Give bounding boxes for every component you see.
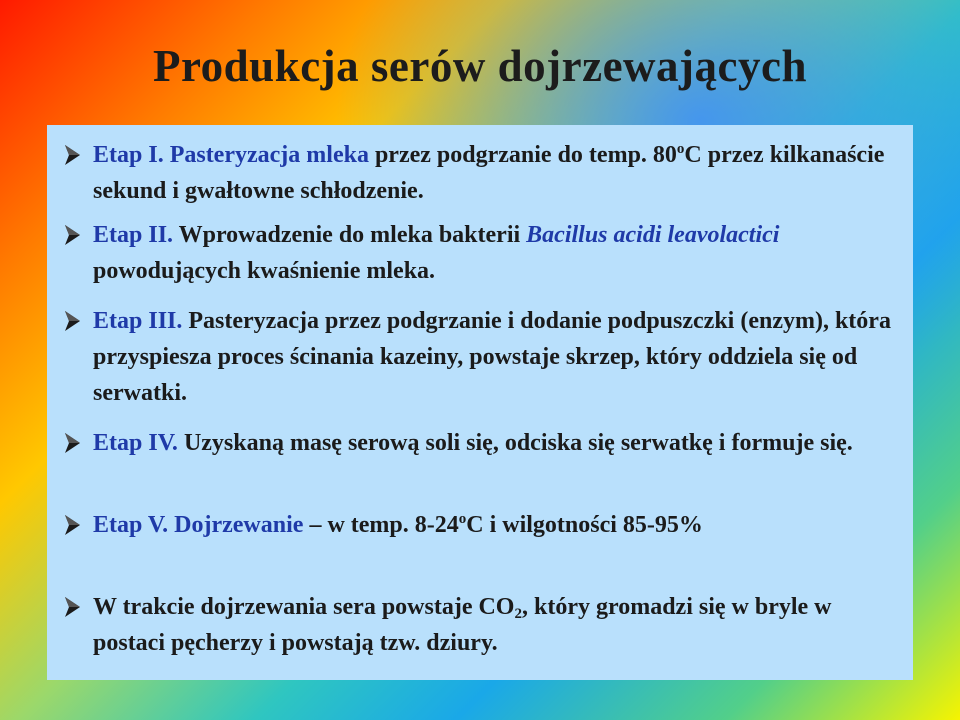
arrow-bullet-icon	[61, 303, 85, 339]
co2-subscript: 2	[514, 606, 522, 622]
arrow-bullet-icon	[61, 425, 85, 461]
stage-label: Etap V. Dojrzewanie	[93, 512, 304, 538]
degree-superscript: o	[676, 141, 685, 157]
bacteria-name: Bacillus acidi leavolactici	[526, 222, 780, 248]
list-item-text	[93, 137, 895, 209]
stage-text: Uzyskaną masę serową soli się, odciska się serwatkę i formuje się.	[177, 430, 853, 456]
slide-title: Produkcja serów dojrzewających	[152, 41, 808, 91]
stage-label: Etap IV.	[93, 430, 178, 456]
content-panel	[47, 125, 913, 680]
stage-text-continued: powodujących kwaśnienie mleka.	[93, 258, 436, 284]
list-item	[47, 137, 913, 209]
list-item	[47, 589, 913, 661]
stage-text: W trakcie dojrzewania sera powstaje CO	[93, 594, 515, 620]
stage-label: Etap III.	[93, 308, 183, 334]
stage-text: Wprowadzenie do mleka bakterii	[173, 222, 527, 248]
list-item-text	[93, 589, 895, 661]
stage-text: – w temp. 8-24	[303, 512, 459, 538]
degree-superscript: o	[458, 511, 467, 527]
list-item-text	[93, 303, 895, 411]
stage-text-continued: C przez kilkanaście sekund i gwałtowne schłodzenie.	[93, 142, 885, 204]
arrow-bullet-icon	[61, 507, 85, 543]
arrow-bullet-icon	[61, 137, 85, 173]
arrow-bullet-icon	[61, 589, 85, 625]
stage-label: Etap II.	[93, 222, 174, 248]
list-item	[47, 507, 913, 543]
stage-text: przez podgrzanie do temp. 80	[368, 142, 677, 168]
list-item	[47, 217, 913, 289]
list-item-text	[93, 425, 895, 461]
stage-label: Etap I. Pasteryzacja mleka	[93, 142, 369, 168]
list-item-text	[93, 507, 895, 543]
stage-text: Pasteryzacja przez podgrzanie i dodanie podpuszczki (enzym), która przyspiesza proces ścinania kazeiny, powstaje skrzep, który oddziela się od serwatki.	[93, 308, 891, 406]
arrow-bullet-icon	[61, 217, 85, 253]
stage-text-continued: C i wilgotności 85-95%	[466, 512, 703, 538]
stage-text-continued: , który gromadzi się w bryle w postaci pęcherzy i powstają tzw. dziury.	[93, 594, 832, 656]
list-item	[47, 303, 913, 411]
list-item	[47, 425, 913, 461]
list-item-text	[93, 217, 895, 289]
